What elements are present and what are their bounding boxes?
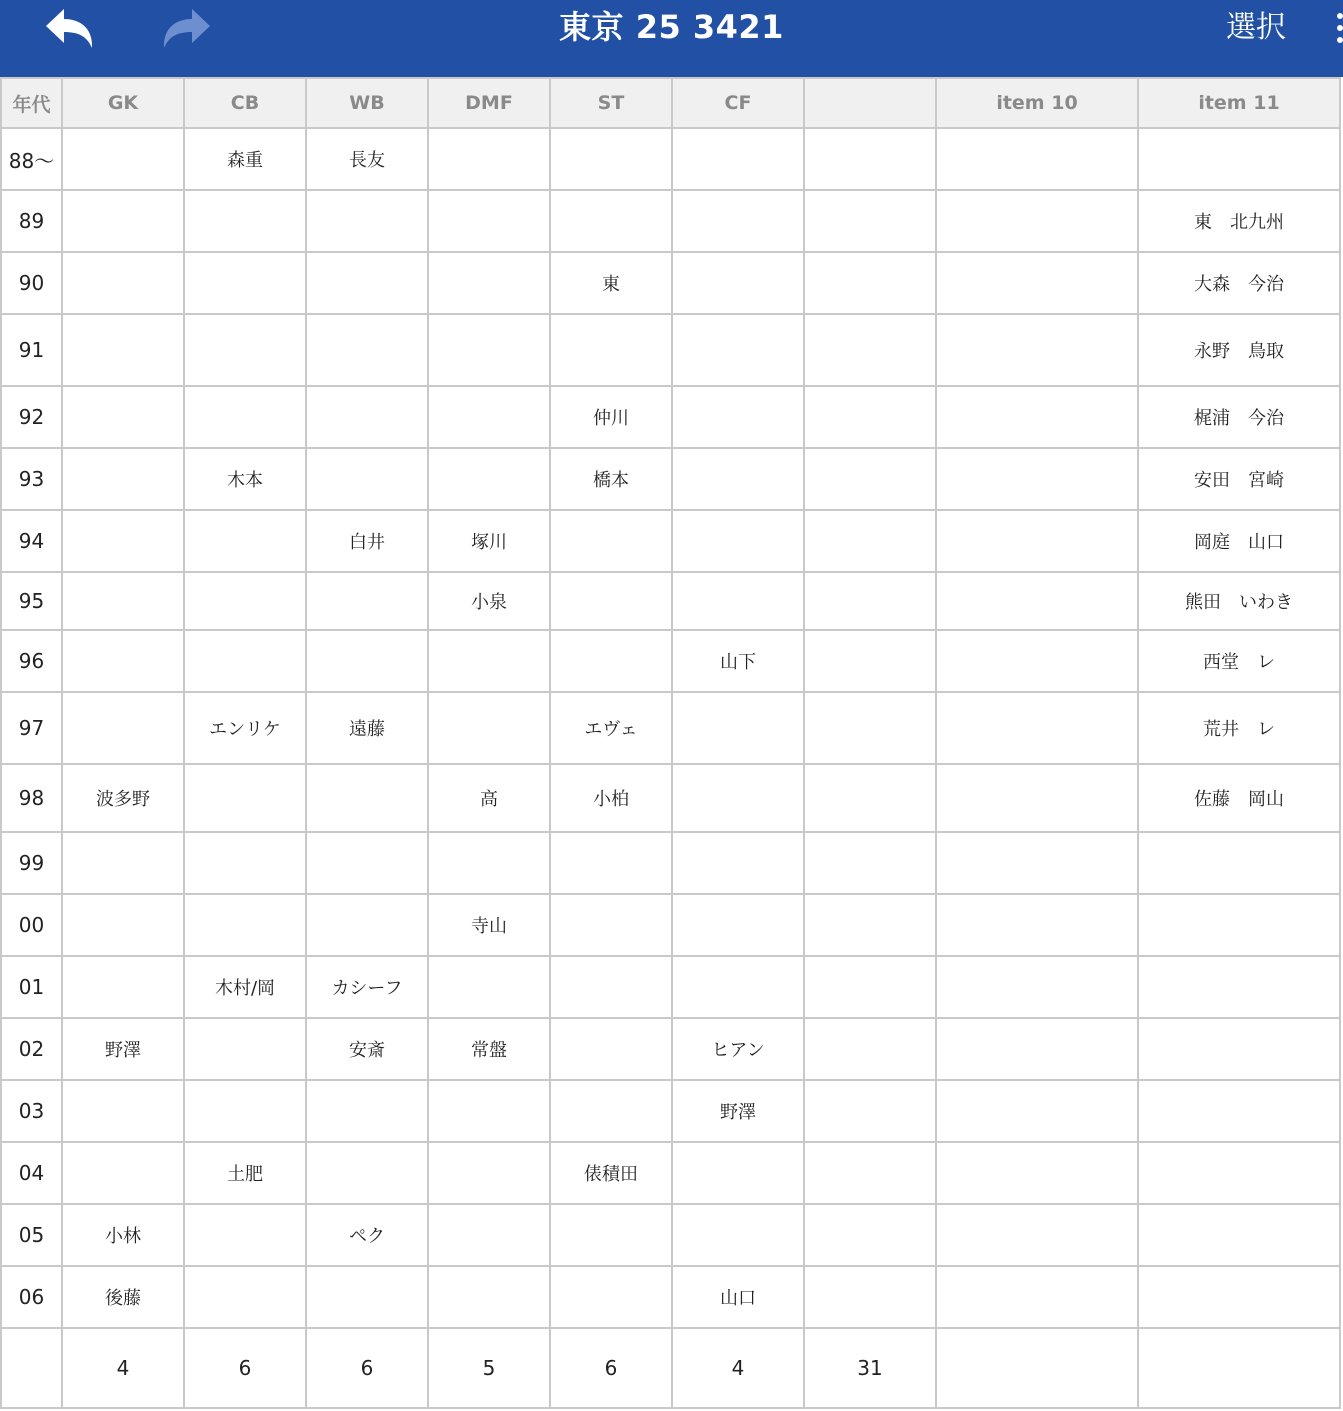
column-header-dmf[interactable]: DMF (428, 78, 550, 128)
cell-col-8[interactable] (804, 252, 936, 314)
row-year-label: 94 (1, 510, 62, 572)
row-year-label: 96 (1, 630, 62, 692)
cell-col-8[interactable] (804, 764, 936, 832)
row-year-label: 89 (1, 190, 62, 252)
cell-gk[interactable] (62, 448, 184, 510)
cell-gk[interactable] (62, 510, 184, 572)
cell-col-8[interactable] (804, 190, 936, 252)
cell-cf[interactable] (672, 1142, 804, 1204)
cell-wb[interactable] (306, 448, 428, 510)
table-row (1, 252, 1340, 314)
cell-gk[interactable] (62, 128, 184, 190)
total-cb: 6 (184, 1328, 306, 1408)
column-header-wb[interactable]: WB (306, 78, 428, 128)
row-year-label: 97 (1, 692, 62, 764)
row-year-label: 06 (1, 1266, 62, 1328)
cell-cf[interactable] (672, 386, 804, 448)
cell-item-11[interactable]: 佐藤 岡山 (1138, 764, 1340, 832)
cell-item-11[interactable] (1138, 1204, 1340, 1266)
cell-item-10[interactable] (936, 128, 1138, 190)
cell-col-8[interactable] (804, 572, 936, 630)
table-row (1, 448, 1340, 510)
page-title: 東京 25 3421 (559, 8, 784, 46)
totals-row (1, 1328, 1340, 1408)
cell-cb[interactable]: 木村/岡 (184, 956, 306, 1018)
cell-wb[interactable]: 白井 (306, 510, 428, 572)
row-year-label: 00 (1, 894, 62, 956)
cell-gk[interactable] (62, 314, 184, 386)
cell-gk[interactable] (62, 956, 184, 1018)
cell-col-8[interactable] (804, 510, 936, 572)
cell-gk[interactable] (62, 832, 184, 894)
cell-st[interactable]: 仲川 (550, 386, 672, 448)
cell-gk[interactable] (62, 1080, 184, 1142)
cell-st[interactable] (550, 128, 672, 190)
row-year-label: 01 (1, 956, 62, 1018)
row-year-label: 05 (1, 1204, 62, 1266)
cell-item-11[interactable]: 安田 宮崎 (1138, 448, 1340, 510)
row-year-label: 99 (1, 832, 62, 894)
cell-st[interactable] (550, 956, 672, 1018)
table-row (1, 1080, 1340, 1142)
select-button[interactable]: 選択 (1226, 10, 1286, 45)
cell-st[interactable] (550, 894, 672, 956)
cell-item-10[interactable] (936, 448, 1138, 510)
cell-col-8[interactable] (804, 128, 936, 190)
cell-cb[interactable] (184, 1204, 306, 1266)
cell-item-10[interactable] (936, 832, 1138, 894)
cell-cb[interactable]: 木本 (184, 448, 306, 510)
table-row (1, 1266, 1340, 1328)
cell-cb[interactable] (184, 630, 306, 692)
cell-gk[interactable] (62, 572, 184, 630)
cell-item-11[interactable] (1138, 128, 1340, 190)
row-year-label: 95 (1, 572, 62, 630)
cell-cf[interactable] (672, 572, 804, 630)
cell-cf[interactable] (672, 764, 804, 832)
cell-gk[interactable] (62, 692, 184, 764)
cell-dmf[interactable] (428, 314, 550, 386)
cell-dmf[interactable]: 塚川 (428, 510, 550, 572)
cell-dmf[interactable] (428, 1142, 550, 1204)
table-row (1, 1018, 1340, 1080)
cell-item-10[interactable] (936, 1266, 1138, 1328)
column-header-gk[interactable]: GK (62, 78, 184, 128)
cell-col-8[interactable] (804, 692, 936, 764)
cell-gk[interactable] (62, 386, 184, 448)
total-gk: 4 (62, 1328, 184, 1408)
cell-gk[interactable]: 小林 (62, 1204, 184, 1266)
cell-cf[interactable] (672, 692, 804, 764)
cell-cf[interactable] (672, 190, 804, 252)
cell-col-8[interactable] (804, 894, 936, 956)
cell-st[interactable] (550, 1018, 672, 1080)
cell-wb[interactable]: ペク (306, 1204, 428, 1266)
cell-cf[interactable] (672, 314, 804, 386)
cell-gk[interactable]: 野澤 (62, 1018, 184, 1080)
table-row (1, 510, 1340, 572)
row-year-label: 88～ (1, 128, 62, 190)
cell-wb[interactable] (306, 894, 428, 956)
cell-item-11[interactable] (1138, 832, 1340, 894)
cell-gk[interactable] (62, 630, 184, 692)
cell-item-10[interactable] (936, 692, 1138, 764)
cell-cf[interactable] (672, 832, 804, 894)
cell-wb[interactable]: カシーフ (306, 956, 428, 1018)
column-header-st[interactable]: ST (550, 78, 672, 128)
cell-dmf[interactable] (428, 956, 550, 1018)
cell-gk[interactable]: 後藤 (62, 1266, 184, 1328)
cell-item-10[interactable] (936, 510, 1138, 572)
column-header-cf[interactable]: CF (672, 78, 804, 128)
cell-st[interactable]: 小柏 (550, 764, 672, 832)
cell-item-11[interactable]: 梶浦 今治 (1138, 386, 1340, 448)
cell-item-11[interactable]: 永野 鳥取 (1138, 314, 1340, 386)
roster-table (0, 77, 1341, 1409)
cell-col-8[interactable] (804, 956, 936, 1018)
total-st: 6 (550, 1328, 672, 1408)
cell-st[interactable] (550, 190, 672, 252)
cell-item-10[interactable] (936, 1142, 1138, 1204)
cell-cf[interactable] (672, 128, 804, 190)
cell-col-8[interactable] (804, 1018, 936, 1080)
cell-dmf[interactable]: 常盤 (428, 1018, 550, 1080)
column-header-year[interactable]: 年代 (1, 78, 62, 128)
cell-st[interactable]: エヴェ (550, 692, 672, 764)
column-header-cb[interactable]: CB (184, 78, 306, 128)
cell-cb[interactable] (184, 1018, 306, 1080)
cell-cf[interactable]: ヒアン (672, 1018, 804, 1080)
cell-cb[interactable]: エンリケ (184, 692, 306, 764)
cell-cf[interactable] (672, 1204, 804, 1266)
cell-item-10[interactable] (936, 956, 1138, 1018)
cell-cb[interactable] (184, 1266, 306, 1328)
row-year-label: 90 (1, 252, 62, 314)
cell-col-8[interactable] (804, 630, 936, 692)
cell-cb[interactable] (184, 832, 306, 894)
cell-item-10[interactable] (936, 190, 1138, 252)
table-row (1, 1204, 1340, 1266)
cell-item-10[interactable] (936, 1018, 1138, 1080)
cell-cb[interactable] (184, 1080, 306, 1142)
table-row (1, 832, 1340, 894)
cell-dmf[interactable] (428, 832, 550, 894)
cell-cb[interactable] (184, 572, 306, 630)
cell-item-11[interactable] (1138, 956, 1340, 1018)
cell-st[interactable] (550, 572, 672, 630)
cell-item-10[interactable] (936, 386, 1138, 448)
cell-st[interactable]: 橋本 (550, 448, 672, 510)
cell-cf[interactable]: 山下 (672, 630, 804, 692)
table-row (1, 1142, 1340, 1204)
total-item-11 (1138, 1328, 1340, 1408)
cell-st[interactable] (550, 1080, 672, 1142)
cell-item-10[interactable] (936, 1204, 1138, 1266)
cell-cf[interactable] (672, 510, 804, 572)
cell-wb[interactable] (306, 252, 428, 314)
cell-item-10[interactable] (936, 894, 1138, 956)
cell-item-11[interactable]: 岡庭 山口 (1138, 510, 1340, 572)
table-row (1, 386, 1340, 448)
total-year (1, 1328, 62, 1408)
row-year-label: 04 (1, 1142, 62, 1204)
cell-cf[interactable]: 野澤 (672, 1080, 804, 1142)
total-cf: 4 (672, 1328, 804, 1408)
cell-wb[interactable] (306, 386, 428, 448)
column-header-item-11[interactable]: item 11 (1138, 78, 1340, 128)
cell-col-8[interactable] (804, 832, 936, 894)
cell-cf[interactable] (672, 252, 804, 314)
cell-cb[interactable] (184, 764, 306, 832)
row-year-label: 03 (1, 1080, 62, 1142)
cell-dmf[interactable] (428, 128, 550, 190)
cell-wb[interactable]: 安斎 (306, 1018, 428, 1080)
cell-dmf[interactable] (428, 448, 550, 510)
cell-st[interactable]: 俵積田 (550, 1142, 672, 1204)
table-row (1, 190, 1340, 252)
cell-item-11[interactable] (1138, 1266, 1340, 1328)
cell-wb[interactable]: 遠藤 (306, 692, 428, 764)
cell-item-11[interactable] (1138, 1018, 1340, 1080)
total-wb: 6 (306, 1328, 428, 1408)
cell-gk[interactable]: 波多野 (62, 764, 184, 832)
cell-st[interactable] (550, 314, 672, 386)
cell-wb[interactable]: 長友 (306, 128, 428, 190)
cell-item-10[interactable] (936, 1080, 1138, 1142)
cell-col-8[interactable] (804, 1204, 936, 1266)
total-dmf: 5 (428, 1328, 550, 1408)
cell-gk[interactable] (62, 1142, 184, 1204)
cell-gk[interactable] (62, 190, 184, 252)
cell-item-11[interactable]: 西堂 レ (1138, 630, 1340, 692)
cell-cb[interactable] (184, 894, 306, 956)
cell-wb[interactable] (306, 764, 428, 832)
cell-cf[interactable] (672, 956, 804, 1018)
cell-col-8[interactable] (804, 1080, 936, 1142)
table-row (1, 692, 1340, 764)
cell-cf[interactable] (672, 448, 804, 510)
cell-item-11[interactable] (1138, 894, 1340, 956)
cell-col-8[interactable] (804, 314, 936, 386)
cell-dmf[interactable] (428, 1204, 550, 1266)
table-row (1, 314, 1340, 386)
table-row (1, 630, 1340, 692)
cell-dmf[interactable] (428, 692, 550, 764)
more-vertical-icon[interactable] (1337, 13, 1343, 43)
cell-item-11[interactable] (1138, 1080, 1340, 1142)
cell-item-10[interactable] (936, 252, 1138, 314)
row-year-label: 98 (1, 764, 62, 832)
cell-wb[interactable] (306, 1080, 428, 1142)
column-header-item-10[interactable]: item 10 (936, 78, 1138, 128)
cell-st[interactable] (550, 630, 672, 692)
cell-dmf[interactable]: 高 (428, 764, 550, 832)
total-col-8: 31 (804, 1328, 936, 1408)
cell-cb[interactable] (184, 252, 306, 314)
cell-col-8[interactable] (804, 1266, 936, 1328)
cell-dmf[interactable] (428, 630, 550, 692)
cell-wb[interactable] (306, 314, 428, 386)
cell-cb[interactable] (184, 190, 306, 252)
cell-item-10[interactable] (936, 764, 1138, 832)
total-item-10 (936, 1328, 1138, 1408)
cell-dmf[interactable] (428, 1266, 550, 1328)
app-header (0, 0, 1343, 77)
cell-dmf[interactable] (428, 386, 550, 448)
row-year-label: 02 (1, 1018, 62, 1080)
table-row (1, 572, 1340, 630)
cell-item-11[interactable]: 熊田 いわき (1138, 572, 1340, 630)
cell-dmf[interactable] (428, 190, 550, 252)
header-row (1, 78, 1340, 128)
cell-cb[interactable] (184, 314, 306, 386)
cell-st[interactable] (550, 510, 672, 572)
cell-item-10[interactable] (936, 572, 1138, 630)
row-year-label: 92 (1, 386, 62, 448)
cell-cb[interactable] (184, 510, 306, 572)
cell-item-10[interactable] (936, 314, 1138, 386)
cell-col-8[interactable] (804, 386, 936, 448)
row-year-label: 91 (1, 314, 62, 386)
cell-cf[interactable]: 山口 (672, 1266, 804, 1328)
cell-dmf[interactable] (428, 252, 550, 314)
cell-wb[interactable] (306, 832, 428, 894)
cell-cb[interactable]: 土肥 (184, 1142, 306, 1204)
table-row (1, 956, 1340, 1018)
cell-dmf[interactable] (428, 1080, 550, 1142)
cell-wb[interactable] (306, 1266, 428, 1328)
cell-item-11[interactable] (1138, 1142, 1340, 1204)
cell-item-10[interactable] (936, 630, 1138, 692)
cell-cb[interactable] (184, 386, 306, 448)
column-header-col-8[interactable] (804, 78, 936, 128)
table-row (1, 894, 1340, 956)
cell-item-11[interactable]: 荒井 レ (1138, 692, 1340, 764)
cell-gk[interactable] (62, 894, 184, 956)
table-row (1, 764, 1340, 832)
cell-st[interactable] (550, 1266, 672, 1328)
cell-wb[interactable] (306, 190, 428, 252)
cell-st[interactable]: 東 (550, 252, 672, 314)
cell-wb[interactable] (306, 1142, 428, 1204)
cell-wb[interactable] (306, 572, 428, 630)
cell-wb[interactable] (306, 630, 428, 692)
cell-col-8[interactable] (804, 448, 936, 510)
table-row (1, 128, 1340, 190)
cell-item-11[interactable]: 大森 今治 (1138, 252, 1340, 314)
cell-st[interactable] (550, 832, 672, 894)
cell-item-11[interactable]: 東 北九州 (1138, 190, 1340, 252)
cell-cb[interactable]: 森重 (184, 128, 306, 190)
row-year-label: 93 (1, 448, 62, 510)
cell-st[interactable] (550, 1204, 672, 1266)
cell-col-8[interactable] (804, 1142, 936, 1204)
cell-dmf[interactable]: 小泉 (428, 572, 550, 630)
cell-cf[interactable] (672, 894, 804, 956)
cell-dmf[interactable]: 寺山 (428, 894, 550, 956)
cell-gk[interactable] (62, 252, 184, 314)
